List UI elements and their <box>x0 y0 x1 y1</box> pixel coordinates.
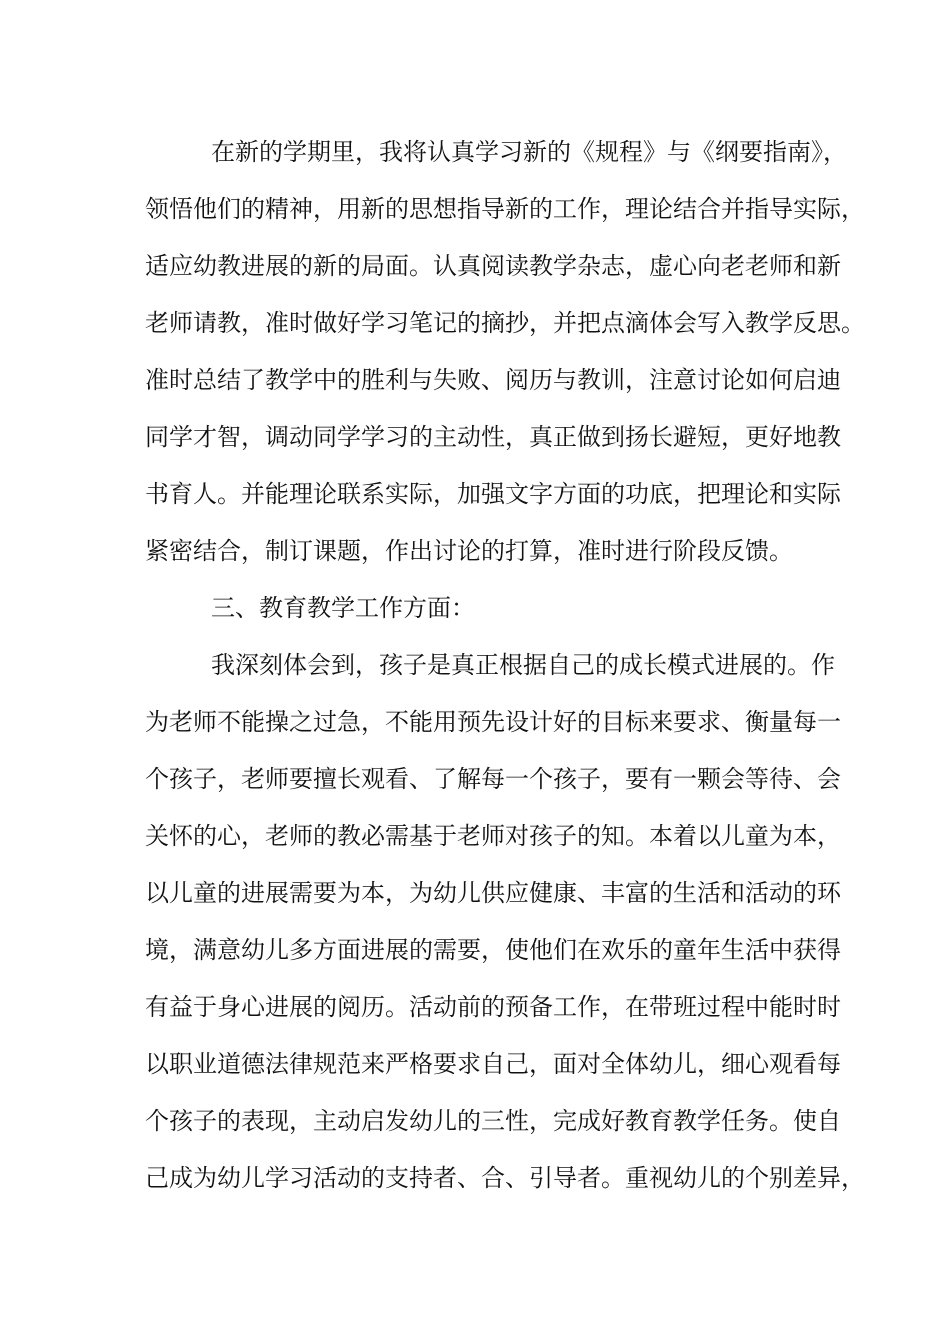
text-line: 书育人。并能理论联系实际，加强文字方面的功底，把理论和实际 <box>145 480 841 508</box>
text-line: 在新的学期里，我将认真学习新的《规程》与《纲要指南》， <box>211 138 847 166</box>
text-line: 同学才智，调动同学学习的主动性，真正做到扬长避短，更好地教 <box>145 423 841 451</box>
text-line: 个孩子的表现，主动启发幼儿的三性，完成好教育教学任务。使自 <box>145 1107 841 1135</box>
text-line: 以儿童的进展需要为本，为幼儿供应健康、丰富的生活和活动的环 <box>145 879 841 907</box>
text-line: 准时总结了教学中的胜利与失败、阅历与教训，注意讨论如何启迪 <box>145 366 841 394</box>
text-line: 领悟他们的精神，用新的思想指导新的工作，理论结合并指导实际， <box>145 195 865 223</box>
text-line: 老师请教，准时做好学习笔记的摘抄，并把点滴体会写入教学反思。 <box>145 309 865 337</box>
text-line: 有益于身心进展的阅历。活动前的预备工作，在带班过程中能时时 <box>145 993 841 1021</box>
text-line: 以职业道德法律规范来严格要求自己，面对全体幼儿，细心观看每 <box>145 1050 841 1078</box>
section-heading: 三、教育教学工作方面： <box>211 594 475 622</box>
text-line: 紧密结合，制订课题，作出讨论的打算，准时进行阶段反馈。 <box>145 537 793 565</box>
text-line: 关怀的心，老师的教必需基于老师对孩子的知。本着以儿童为本， <box>145 822 841 850</box>
text-line: 个孩子，老师要擅长观看、了解每一个孩子，要有一颗会等待、会 <box>145 765 841 793</box>
text-line: 己成为幼儿学习活动的支持者、合、引导者。重视幼儿的个别差异， <box>145 1164 865 1192</box>
text-line: 我深刻体会到，孩子是真正根据自己的成长模式进展的。作 <box>211 651 835 679</box>
text-line: 为老师不能操之过急，不能用预先设计好的目标来要求、衡量每一 <box>145 708 841 736</box>
text-line: 适应幼教进展的新的局面。认真阅读教学杂志，虚心向老老师和新 <box>145 252 841 280</box>
text-line: 境，满意幼儿多方面进展的需要，使他们在欢乐的童年生活中获得 <box>145 936 841 964</box>
